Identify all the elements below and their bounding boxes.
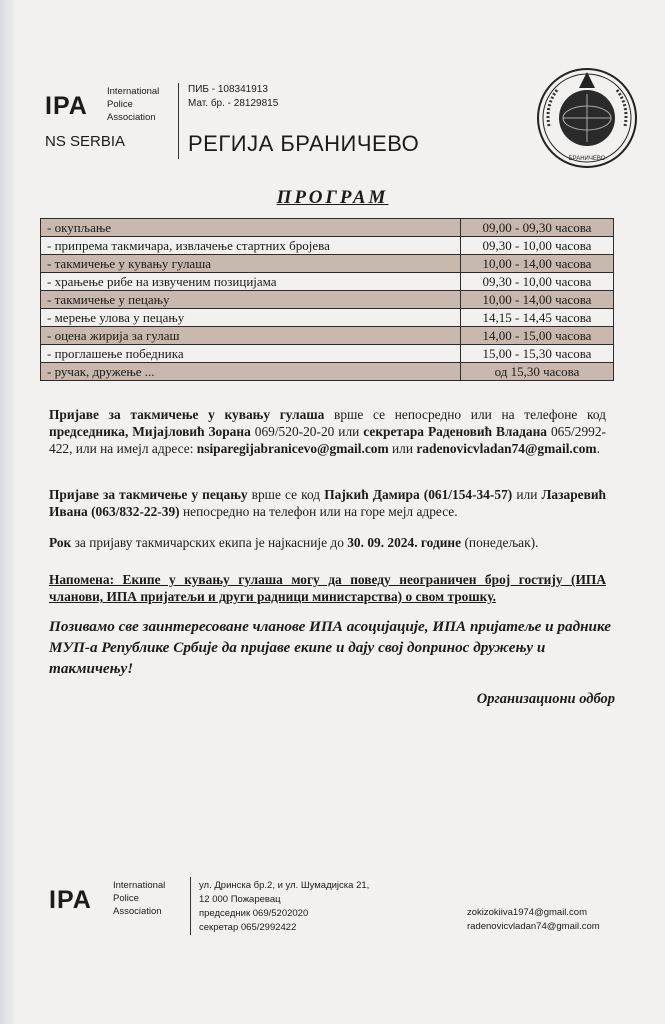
fishing-registration-paragraph [49,486,606,520]
table-row [41,363,614,381]
address-line: 12 000 Пожаревац [199,894,281,905]
time-cell: 10,00 - 14,00 часова [461,291,614,309]
activity-cell: - припрема такмичара, извлачење стартних бројева [41,237,461,255]
text-bold: Пријаве за такмичење у пецању [49,487,248,502]
ipa-org-name [107,85,159,124]
time-cell: 15,00 - 15,30 часова [461,345,614,363]
time-cell: 09,00 - 09,30 часова [461,219,614,237]
goulash-registration-paragraph [49,406,606,457]
org-line: International [107,86,160,97]
time-cell: 14,00 - 15,00 часова [461,327,614,345]
email-link[interactable]: zokizokiiva1974@gmail.com [467,907,587,918]
table-row [41,273,614,291]
table-row [41,345,614,363]
text: врше се непосредно или на телефоне код [324,407,606,422]
text-bold: Лазаревић Ивана (063/832-22-39) [49,487,606,519]
activity-cell: - окупљање [41,219,461,237]
ipa-logo-text: IPA [45,92,88,120]
text-bold: Пријаве за такмичење у кувању гулаша [49,407,325,422]
footer-address [199,879,369,935]
activity-cell: - такмичење у пецању [41,291,461,309]
deadline-date: 30. 09. 2024. године [347,535,462,550]
time-cell: 09,30 - 10,00 часова [461,273,614,291]
invitation-paragraph: Позивамо све заинтересоване чланове ИПА асоцијације, ИПА пријатеље и раднике МУП-а Републике Србије да пријаве екипе и дају свој допринос дружењу и такмичењу! [49,618,611,677]
header-divider [178,83,179,159]
footer-ipa-logo-text: IPA [49,886,92,914]
time-cell: 14,15 - 14,45 часова [461,309,614,327]
page-edge [0,0,14,1024]
text-bold: председника, Мијајловић Зорана [49,424,251,439]
text-bold: Рок [49,535,72,550]
president-phone: председник 069/5202020 [199,908,309,919]
time-cell: 09,30 - 10,00 часова [461,237,614,255]
org-line: Association [113,906,162,917]
org-line: Police [113,893,139,904]
footer-divider [190,877,191,935]
pib-number: ПИБ - 108341913 [188,84,268,95]
table-row [41,255,614,273]
secretary-phone: секретар 065/2992422 [199,922,297,933]
text: или [512,487,542,502]
table-row [41,291,614,309]
region-name: РЕГИЈА БРАНИЧЕВО [188,131,420,156]
deadline-paragraph [49,534,606,551]
text: за пријаву такмичарских екипа је најкасније до [71,535,348,550]
text: (понедељак). [461,535,539,550]
email-link[interactable]: radenovicvladan74@gmail.com [467,921,600,932]
address-line: ул. Дринска бр.2, и ул. Шумадијска 21, [199,880,370,891]
text: или [388,441,417,456]
org-line: International [113,880,166,891]
time-cell: 10,00 - 14,00 часова [461,255,614,273]
text: 065/2992-422, или на имејл адресе: [49,424,606,456]
emblem-label: БРАНИЧЕВО [568,156,606,162]
activity-cell: - мерење улова у пецању [41,309,461,327]
table-row [41,219,614,237]
email-link[interactable]: nsiparegijabranicevo@gmail.com [196,441,389,456]
activity-cell: - такмичење у кувању гулаша [41,255,461,273]
activity-cell: - проглашење победника [41,345,461,363]
signature-committee: Организациони одбор [476,691,615,707]
text: 069/520-20-20 или [250,424,364,439]
text-bold: секретара Раденовић Владана [363,424,547,439]
mat-number: Мат. бр. - 28129815 [188,98,279,109]
page-title: ПРОГРАМ [276,187,389,208]
note-paragraph: Напомена: Екипе у кувању гулаша могу да поведу неограничен број гостију (ИПА чланови, ИПА пријатељи и други радници министарства) о свом трошку. [49,572,606,604]
time-cell: од 15,30 часова [461,363,614,381]
text: . [596,441,600,456]
section-name: NS SERBIA [45,133,126,150]
table-row [41,327,614,345]
footer-emails [467,906,600,934]
footer-org-name [113,879,165,918]
ipa-emblem-seal [535,66,639,170]
text-bold: Пајкић Дамира (061/154-34-57) [324,487,513,502]
org-line: Association [107,112,156,123]
table-row [41,309,614,327]
table-row [41,237,614,255]
text: врше се код [247,487,325,502]
text: непосредно на телефон или на горе мејл адресе. [179,504,458,519]
email-link[interactable]: radenovicvladan74@gmail.com [416,441,597,456]
activity-cell: - храњење рибе на извученим позицијама [41,273,461,291]
activity-cell: - оцена жирија за гулаш [41,327,461,345]
activity-cell: - ручак, дружење ... [41,363,461,381]
org-line: Police [107,99,133,110]
registration-numbers [188,83,278,111]
schedule-table [40,218,614,381]
